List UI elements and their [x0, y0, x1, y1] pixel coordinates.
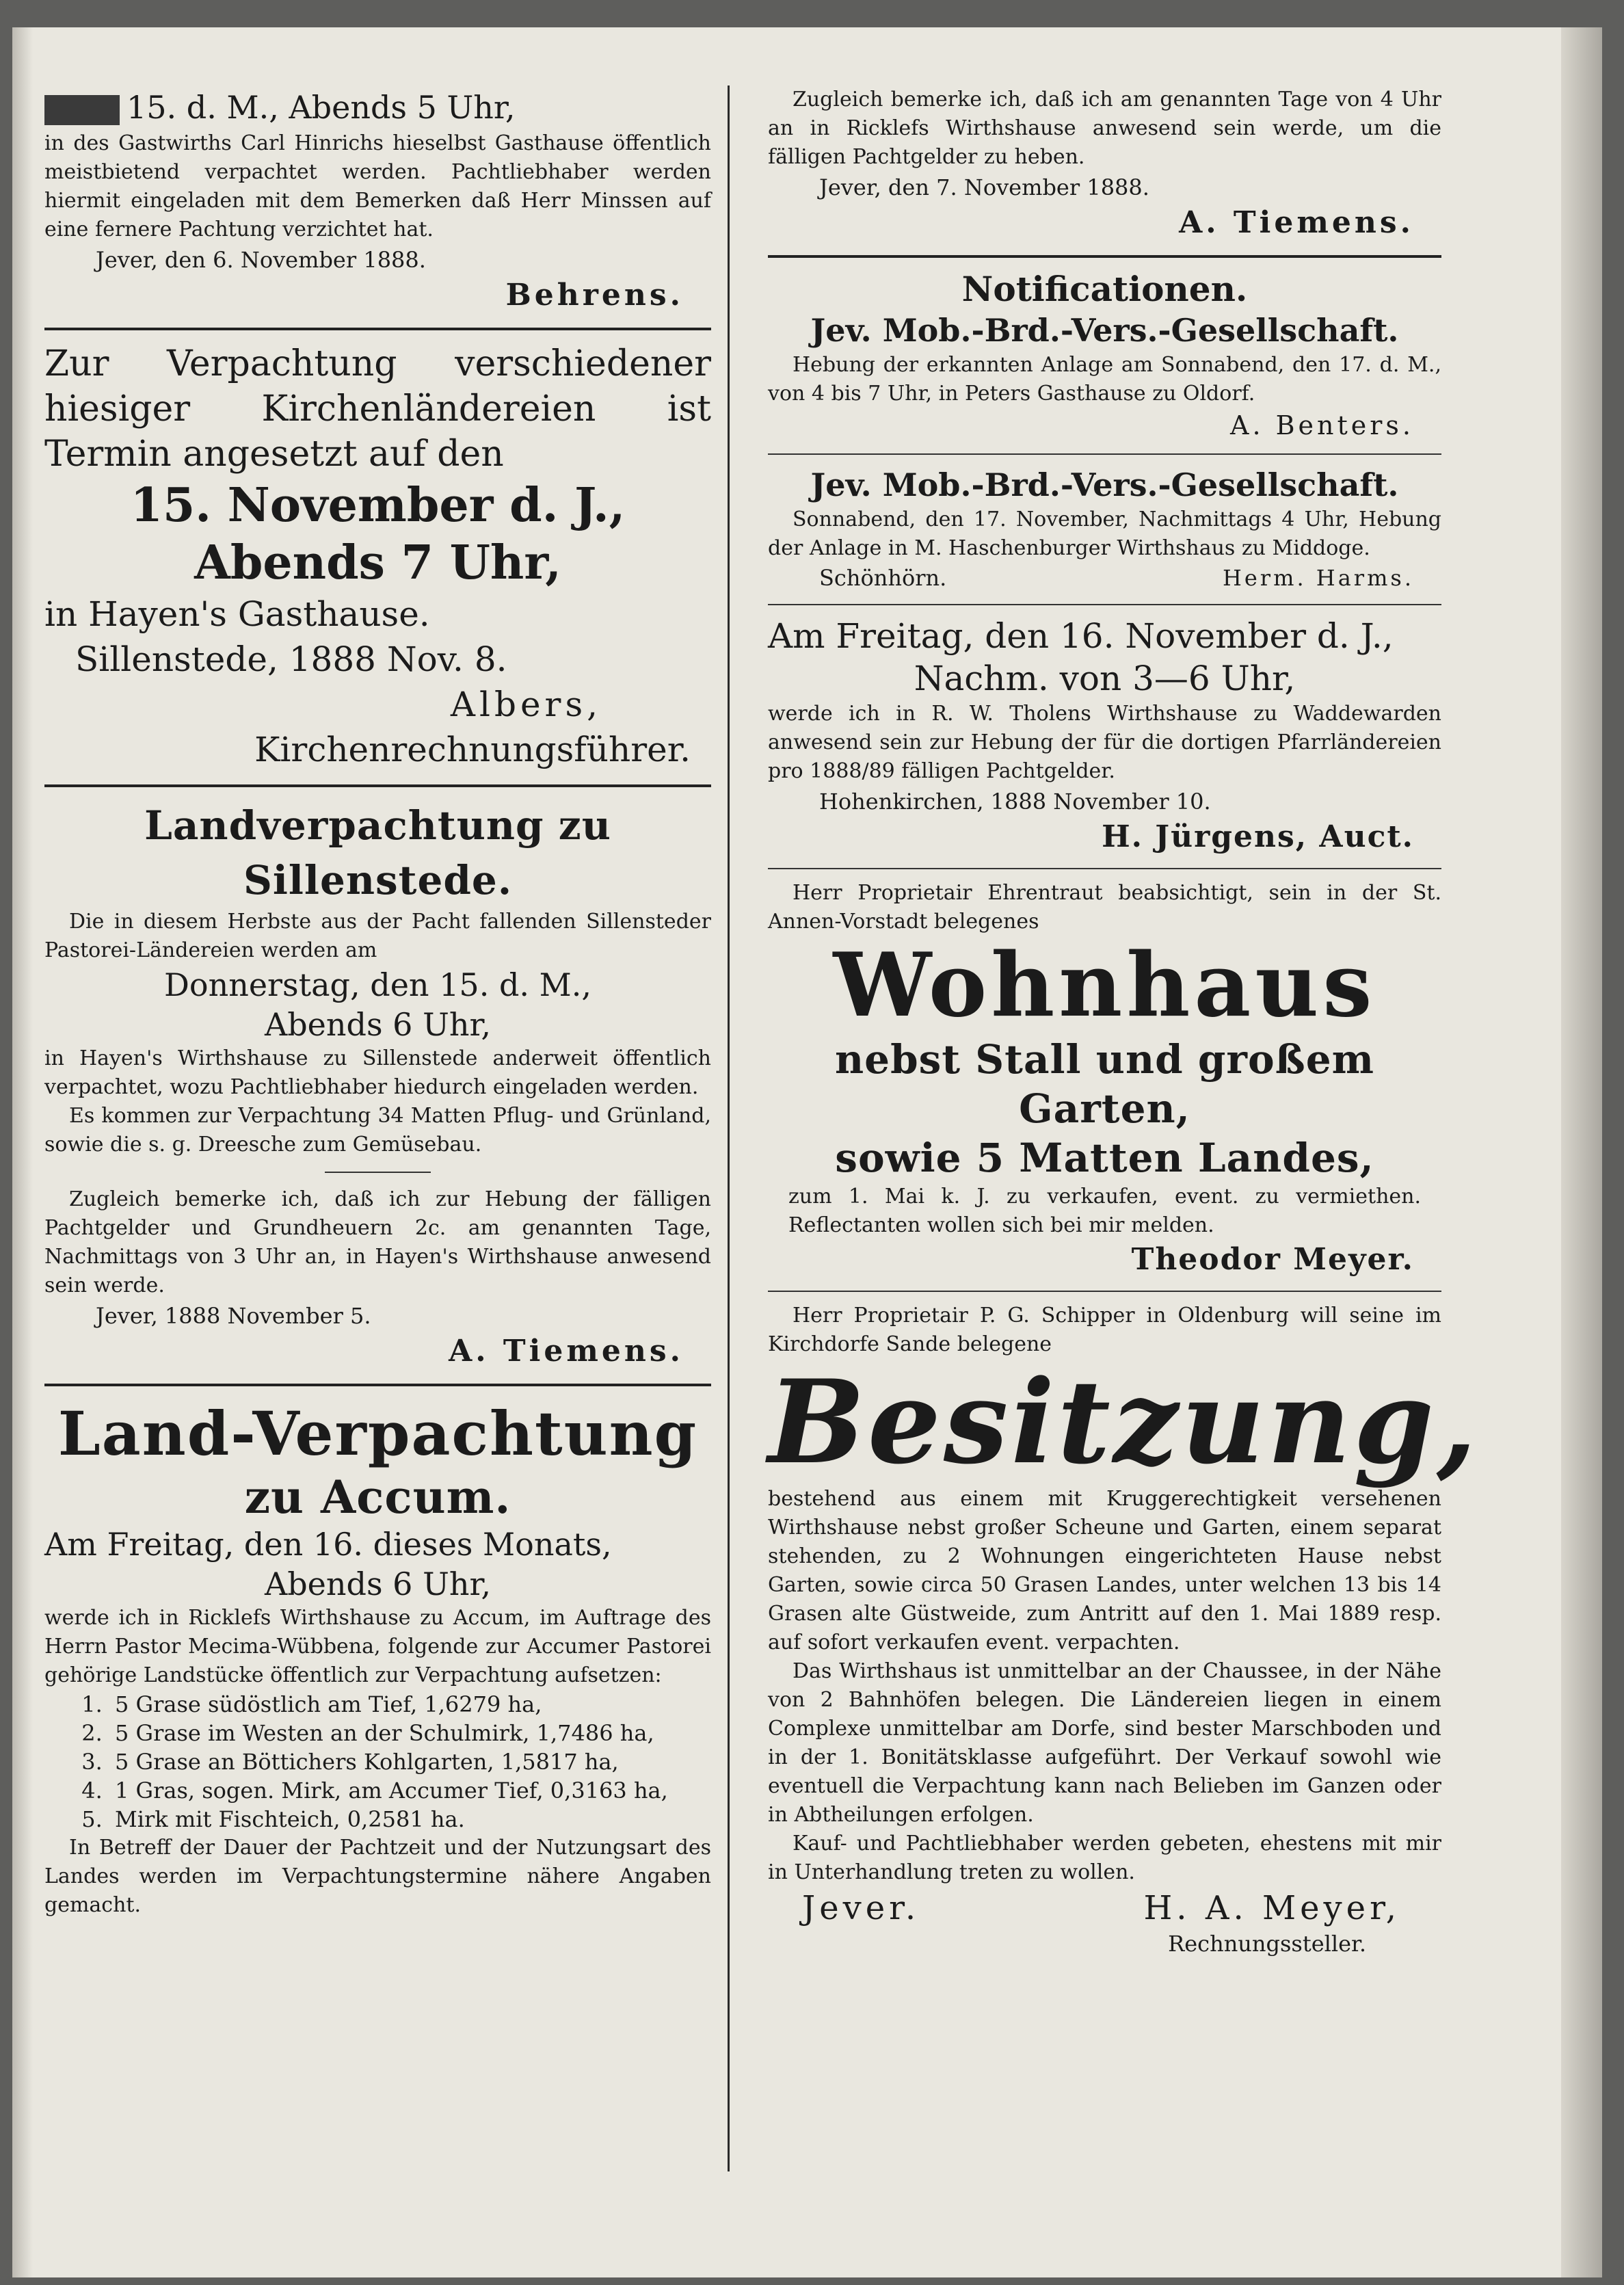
notice-date: Am Freitag, den 16. November d. J.,: [768, 616, 1394, 656]
notice-versicherung-oldorf: [768, 310, 1441, 443]
notice-signature: A. Benters.: [1230, 410, 1414, 440]
notice-separator: [44, 328, 711, 330]
notice-place-date: Sillenstede, 1888 Nov. 8.: [75, 639, 507, 679]
notice-body: zum 1. Mai k. J. zu verkaufen, event. zu vermiethen. Reflectanten wollen sich bei mir melden.: [788, 1185, 1421, 1237]
notice-title: Jev. Mob.-Brd.-Vers.-Gesellschaft.: [810, 312, 1399, 349]
notice-role: Kirchenrechnungsführer.: [254, 730, 691, 769]
notice-intro: Herr Proprietair P. G. Schipper in Oldenburg will seine im Kirchdorfe Sande belegene: [768, 1304, 1441, 1356]
notice-place-date: Jever, den 6. November 1888.: [96, 247, 426, 273]
notice-body: Zugleich bemerke ich, daß ich am genannten Tage von 4 Uhr an in Ricklefs Wirthshause anwesend sein werde, um die fälligen Pachtgelder zu heben.: [768, 88, 1441, 169]
notice-date: Am Freitag, den 16. dieses Monats,: [44, 1526, 612, 1563]
notice-separator: [768, 255, 1441, 258]
notice-body: Es kommen zur Verpachtung 34 Matten Pflug- und Grünland, sowie die s. g. Dreesche zum Gemüsebau.: [44, 1104, 711, 1157]
notice-signature: A. Tiemens.: [449, 1334, 684, 1369]
notice-body: Kauf- und Pachtliebhaber werden gebeten, ehestens mit mir in Unterhandlung treten zu wollen.: [768, 1832, 1441, 1884]
notice-time: Nachm. von 3—6 Uhr,: [914, 659, 1296, 698]
notice-versicherung-middoge: [768, 464, 1441, 593]
notice-signature: Theodor Meyer.: [1131, 1242, 1414, 1277]
notice-body: Das Wirthshaus ist unmittelbar an der Chaussee, in der Nähe von 2 Bahnhöfen belegen. Die Ländereien liegen in einem Complexe unmittelbar am Dorfe, sind bester Marschboden und in der 1. Bonitätsklasse aufgeführt. Der Verkauf sowohl wie eventuell die Verpachtung kann nach Belieben im Ganzen oder in Abtheilungen erfolgen.: [768, 1659, 1441, 1827]
notice-separator: [768, 868, 1441, 869]
notice-date: 15. November d. J.,: [130, 478, 626, 533]
page-fold-shadow: [12, 27, 33, 2277]
notice-role: Rechnungssteller.: [1168, 1931, 1366, 1957]
right-column: [768, 85, 1480, 1958]
notice-behrens: [44, 85, 711, 315]
notice-signature: H. A. Meyer,: [1143, 1889, 1400, 1927]
newspaper-page: [12, 27, 1602, 2277]
notice-subtitle: zu Accum.: [244, 1470, 511, 1524]
notice-footer-row: [768, 1887, 1441, 1929]
lot-item: 5. Mirk mit Fischteich, 0,2581 ha.: [109, 1805, 711, 1834]
section-title: Notificationen.: [961, 269, 1248, 309]
notice-body: in Hayen's Wirthshause zu Sillenstede anderweit öffentlich verpachtet, wozu Pachtliebhaber hiedurch eingeladen werden.: [44, 1046, 711, 1099]
notice-separator: [44, 784, 711, 787]
notice-body: bestehend aus einem mit Kruggerechtigkeit versehenen Wirthshause nebst großer Scheune und Garten, einem separat stehenden, zu 2 Wohnungen eingerichteten Hause nebst Garten, sowie circa 50 Grasen Landes, unter welchen 13 bis 14 Grasen alte Güstweide, zum Antritt auf den 1. Mai 1889 resp. auf sofort verkaufen event. verpachten.: [768, 1487, 1441, 1654]
notice-intro: Die in diesem Herbste aus der Pacht fallenden Sillensteder Pastorei-Ländereien werden am: [44, 910, 711, 962]
notice-first-line: 15. d. M., Abends 5 Uhr,: [44, 85, 711, 129]
notice-title: Landverpachtung zu Sillenstede.: [144, 802, 611, 903]
notice-note: Zugleich bemerke ich, daß ich zur Hebung der fälligen Pachtgelder und Grundheuern 2c. am genannten Tage, Nachmittags von 3 Uhr an, in Hayen's Wirthshause anwesend sein werde.: [44, 1187, 711, 1297]
notice-accum: [44, 1397, 711, 1920]
notice-signature: Albers,: [450, 685, 602, 724]
notice-kirchenlaendereien: [44, 341, 711, 772]
page-edge: [1561, 27, 1602, 2277]
lot-list: [44, 1690, 711, 1834]
notice-body: werde ich in Ricklefs Wirthshause zu Accum, im Auftrage des Herrn Pastor Mecima-Wübbena, folgende zur Accumer Pastorei gehörige Landstücke öffentlich zur Verpachtung aufsetzen:: [44, 1606, 711, 1687]
notice-place: Jever.: [802, 1889, 920, 1927]
lot-item: 1. 5 Grase südöstlich am Tief, 1,6279 ha,: [109, 1690, 711, 1719]
notice-time: Abends 7 Uhr,: [194, 536, 561, 590]
lot-item: 2. 5 Grase im Westen an der Schulmirk, 1,7486 ha,: [109, 1719, 711, 1747]
notice-place-date: Jever, den 7. November 1888.: [819, 174, 1149, 200]
notice-body: werde ich in R. W. Tholens Wirthshause zu Waddewarden anwesend sein zur Hebung der für die dortigen Pfarrländereien pro 1888/89 fälligen Pachtgelder.: [768, 702, 1441, 783]
notice-place-date: Hohenkirchen, 1888 November 10.: [819, 789, 1211, 815]
notice-signature: A. Tiemens.: [1179, 205, 1414, 240]
lot-item: 3. 5 Grase an Böttichers Kohlgarten, 1,5817 ha,: [109, 1747, 711, 1776]
notice-line: sowie 5 Matten Landes,: [835, 1135, 1374, 1181]
lot-item: 4. 1 Gras, sogen. Mirk, am Accumer Tief, 0,3163 ha,: [109, 1776, 711, 1805]
notice-signature: Herm. Harms.: [1222, 565, 1414, 591]
notice-separator: [44, 1384, 711, 1386]
notice-time: Abends 6 Uhr,: [264, 1006, 492, 1043]
notice-title: Jev. Mob.-Brd.-Vers.-Gesellschaft.: [810, 466, 1399, 503]
notice-waddewarden: [768, 615, 1441, 857]
short-separator: [325, 1172, 431, 1173]
notice-line: nebst Stall und großem Garten,: [835, 1036, 1374, 1132]
notice-besitzung: [768, 1302, 1480, 1958]
notice-body: Sonnabend, den 17. November, Nachmittags 4 Uhr, Hebung der Anlage in M. Haschenburger Wirthshaus zu Middoge.: [768, 507, 1441, 560]
notice-time: Abends 6 Uhr,: [264, 1566, 492, 1602]
notice-footer-row: [768, 563, 1441, 593]
notice-signature: H. Jürgens, Auct.: [1102, 819, 1414, 854]
notice-separator: [768, 604, 1441, 605]
notice-footer: In Betreff der Dauer der Pachtzeit und der Nutzungsart des Landes werden im Verpachtungstermine nähere Angaben gemacht.: [44, 1836, 711, 1917]
notice-body: in des Gastwirths Carl Hinrichs hieselbst Gasthause öffentlich meistbietend verpachtet werden. Pachtliebhaber werden hiermit eingeladen mit dem Bemerken daß Herr Minssen auf eine fernere Pachtung verzichtet hat.: [44, 131, 711, 241]
notice-date: Donnerstag, den 15. d. M.,: [164, 966, 591, 1003]
column-divider: [728, 85, 730, 2171]
notice-title: Besitzung,: [768, 1354, 1480, 1490]
print-damage-mark: [44, 95, 120, 125]
notice-title: Land-Verpachtung: [57, 1398, 698, 1469]
notice-location: in Hayen's Gasthause.: [44, 594, 430, 634]
notice-separator: [768, 1291, 1441, 1292]
notice-body: Hebung der erkannten Anlage am Sonnabend, den 17. d. M., von 4 bis 7 Uhr, in Peters Gasthause zu Oldorf.: [768, 353, 1441, 406]
notice-sillenstede: [44, 798, 711, 1371]
notice-place-date: Jever, 1888 November 5.: [96, 1303, 371, 1329]
notice-signature: Behrens.: [505, 278, 684, 313]
notice-title: Wohnhaus: [833, 934, 1376, 1037]
notice-tiemens: [768, 85, 1441, 243]
notice-intro: Zur Verpachtung verschiedener hiesiger Kirchenländereien ist Termin angesetzt auf den: [44, 343, 711, 475]
notice-intro: Herr Proprietair Ehrentraut beabsichtigt, sein in der St. Annen-Vorstadt belegenes: [768, 881, 1441, 934]
notice-separator: [768, 453, 1441, 455]
left-column: [44, 85, 711, 1920]
notice-wohnhaus: [768, 879, 1441, 1280]
notice-place: Schönhörn.: [819, 565, 947, 591]
